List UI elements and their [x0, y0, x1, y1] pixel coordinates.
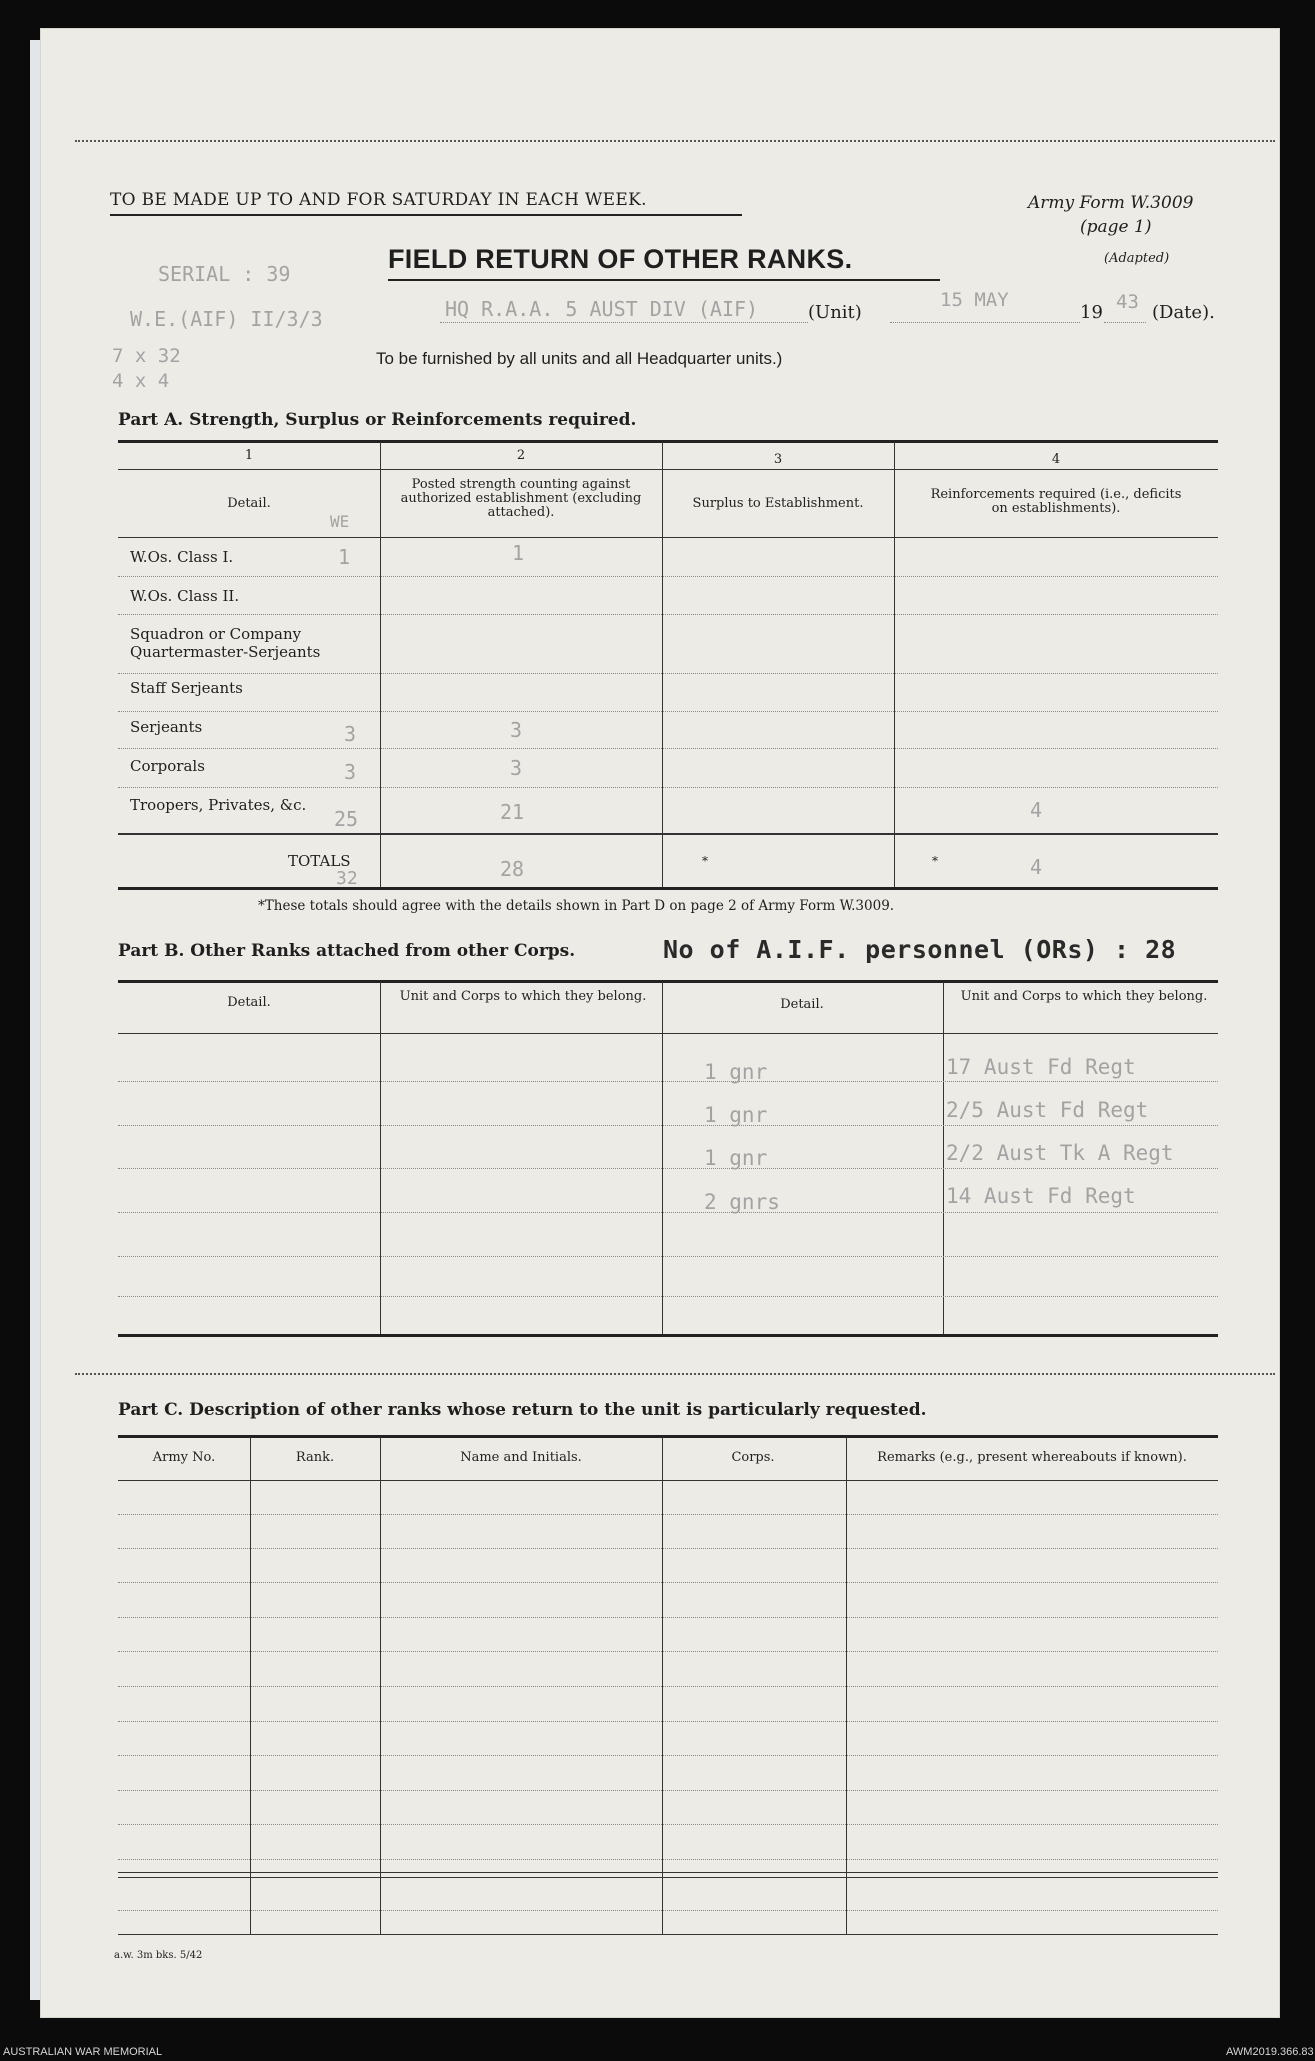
part-c-row-rule-7 [118, 1721, 1218, 1722]
form-page-number: (page 1) [1080, 217, 1152, 237]
part-c-header-corps: Corps. [731, 1450, 775, 1465]
title-underline [388, 279, 940, 281]
part-a-col-number-3: 3 [773, 452, 783, 467]
part-a-header-surplus: Surplus to Establishment. [692, 496, 864, 511]
part-b-bottom-rule [118, 1334, 1218, 1337]
date-dotted-line [890, 322, 1080, 323]
perforation-top [75, 140, 1275, 142]
we-marker: WE [330, 512, 350, 531]
part-a-col-number-4: 4 [1051, 452, 1061, 467]
part-b-typed-note: No of A.I.F. personnel (ORs) : 28 [663, 935, 1177, 964]
part-a-vrule-1 [380, 442, 381, 887]
totals-reinf: 4 [1030, 855, 1043, 879]
part-a-number-rule [118, 469, 1218, 470]
part-a-col-number-1: 1 [244, 448, 254, 463]
part-b-row-rule-4 [118, 1212, 1218, 1213]
part-c-row-rule-4 [118, 1617, 1218, 1618]
typed-unit: HQ R.A.A. 5 AUST DIV (AIF) [445, 297, 759, 321]
part-c-row-rule-11 [118, 1859, 1218, 1860]
part-c-row-rule-1 [118, 1514, 1218, 1515]
header-instruction: TO BE MADE UP TO AND FOR SATURDAY IN EACH WEEK. [110, 190, 647, 210]
typed-calc-2: 4 x 4 [112, 370, 170, 392]
part-c-row-rule-3 [118, 1582, 1218, 1583]
row-label-privates: Troopers, Privates, &c. [130, 796, 307, 814]
part-a-bottom-rule [118, 887, 1218, 890]
form-subtitle: To be furnished by all units and all Headquarter units.) [376, 349, 783, 368]
row-label-wo2: W.Os. Class II. [130, 587, 240, 605]
part-b-row-rule-5 [118, 1256, 1218, 1257]
accession-number: AWM2019.366.83 [1226, 2046, 1314, 2058]
totals-surplus-mark: * [702, 854, 708, 868]
totals-posted: 28 [500, 857, 525, 881]
row-we-serjeants: 3 [344, 722, 357, 746]
typed-date: 15 MAY [940, 289, 1009, 311]
row-label-serjeants: Serjeants [130, 718, 203, 736]
typed-calc-1: 7 x 32 [112, 345, 181, 367]
row-rule-6 [118, 787, 1218, 788]
row-label-cqms: Squadron or Company Quartermaster-Serjeants [130, 625, 321, 661]
part-b-header-detail-2: Detail. [780, 997, 824, 1012]
year-dotted-line [1104, 322, 1146, 323]
part-b-unit-2: 2/5 Aust Fd Regt [946, 1098, 1149, 1122]
row-posted-privates: 21 [500, 800, 525, 824]
part-b-heading: Part B. Other Ranks attached from other Corps. [118, 941, 576, 961]
part-b-vrule-3 [943, 982, 944, 1334]
part-b-row-rule-2 [118, 1125, 1218, 1126]
row-posted-serjeants: 3 [510, 718, 523, 742]
part-c-row-rule-9 [118, 1790, 1218, 1791]
part-c-row-rule-12 [118, 1910, 1218, 1911]
row-posted-corporals: 3 [510, 756, 523, 780]
part-a-vrule-3 [894, 442, 895, 887]
row-label-wo1: W.Os. Class I. [130, 548, 234, 566]
part-c-header-rule [118, 1480, 1218, 1481]
row-rule-2 [118, 614, 1218, 615]
part-b-vrule-2 [662, 982, 663, 1334]
part-c-header-rank: Rank. [295, 1450, 335, 1465]
part-b-row-rule-1 [118, 1081, 1218, 1082]
perforation-middle [75, 1373, 1275, 1375]
row-we-privates: 25 [334, 807, 359, 831]
row-rule-5 [118, 748, 1218, 749]
part-a-top-rule [118, 440, 1218, 443]
part-c-heading: Part C. Description of other ranks whose return to the unit is particularly requested. [118, 1400, 927, 1420]
part-b-header-unit-2: Unit and Corps to which they belong. [960, 989, 1208, 1004]
part-c-row-rule-10 [118, 1824, 1218, 1825]
form-title: FIELD RETURN OF OTHER RANKS. [388, 244, 853, 274]
part-b-header-unit-1: Unit and Corps to which they belong. [399, 989, 647, 1004]
part-c-double-rule-top [118, 1872, 1218, 1873]
part-b-detail-3: 1 gnr [704, 1146, 768, 1170]
row-rule-7 [118, 833, 1218, 835]
row-rule-1 [118, 576, 1218, 577]
part-b-top-rule [118, 980, 1218, 983]
part-a-heading: Part A. Strength, Surplus or Reinforcements required. [118, 410, 637, 430]
date-label: (Date). [1152, 302, 1215, 323]
part-a-footnote: *These totals should agree with the details shown in Part D on page 2 of Army Form W.3009. [258, 898, 895, 914]
part-b-detail-2: 1 gnr [704, 1103, 768, 1127]
part-b-detail-4: 2 gnrs [704, 1190, 780, 1214]
typed-serial: SERIAL : 39 [158, 262, 291, 286]
part-b-detail-1: 1 gnr [704, 1060, 768, 1084]
totals-label: TOTALS [288, 852, 351, 870]
typed-year: 43 [1116, 291, 1139, 313]
part-c-bottom-rule [118, 1934, 1218, 1935]
row-posted-wo1: 1 [512, 541, 525, 565]
part-b-header-detail-1: Detail. [227, 995, 271, 1010]
part-b-unit-3: 2/2 Aust Tk A Regt [946, 1141, 1174, 1165]
part-c-top-rule [118, 1435, 1218, 1438]
part-a-header-posted: Posted strength counting against authorized establishment (excluding attached). [400, 477, 642, 520]
row-rule-3 [118, 673, 1218, 674]
unit-dotted-line [440, 322, 808, 323]
header-underline [110, 214, 742, 216]
unit-label: (Unit) [808, 302, 862, 323]
row-reinf-privates: 4 [1030, 798, 1043, 822]
part-b-header-rule [118, 1033, 1218, 1034]
row-we-corporals: 3 [344, 760, 357, 784]
part-c-row-rule-5 [118, 1651, 1218, 1652]
part-c-header-name: Name and Initials. [460, 1450, 582, 1465]
totals-we: 32 [336, 868, 358, 889]
row-label-staff-serjeants: Staff Serjeants [130, 679, 243, 697]
row-we-wo1: 1 [338, 545, 351, 569]
row-rule-4 [118, 711, 1218, 712]
part-a-header-detail: Detail. [227, 496, 271, 511]
part-a-header-rule [118, 537, 1218, 538]
part-b-row-rule-6 [118, 1296, 1218, 1297]
part-b-unit-4: 14 Aust Fd Regt [946, 1184, 1136, 1208]
institution-label: AUSTRALIAN WAR MEMORIAL [3, 2046, 163, 2058]
part-c-double-rule-bottom [118, 1877, 1218, 1878]
army-form-number: Army Form W.3009 [1028, 193, 1194, 213]
part-a-col-number-2: 2 [516, 448, 526, 463]
part-c-row-rule-8 [118, 1755, 1218, 1756]
typed-reference: W.E.(AIF) II/3/3 [130, 307, 323, 331]
part-a-vrule-2 [662, 442, 663, 887]
part-c-row-rule-6 [118, 1686, 1218, 1687]
totals-reinf-mark: * [932, 854, 938, 868]
part-a-header-reinforcements: Reinforcements required (i.e., deficits on establishments). [930, 487, 1182, 516]
part-b-vrule-1 [380, 982, 381, 1334]
part-b-unit-1: 17 Aust Fd Regt [946, 1055, 1136, 1079]
part-b-row-rule-3 [118, 1168, 1218, 1169]
adapted-note: (Adapted) [1104, 251, 1170, 266]
year-prefix: 19 [1080, 302, 1103, 323]
part-c-header-remarks: Remarks (e.g., present whereabouts if known). [877, 1450, 1187, 1465]
part-c-row-rule-2 [118, 1548, 1218, 1549]
part-c-header-army-no: Army No. [152, 1450, 216, 1465]
printer-imprint: a.w. 3m bks. 5/42 [114, 1950, 203, 1961]
row-label-corporals: Corporals [130, 757, 205, 775]
